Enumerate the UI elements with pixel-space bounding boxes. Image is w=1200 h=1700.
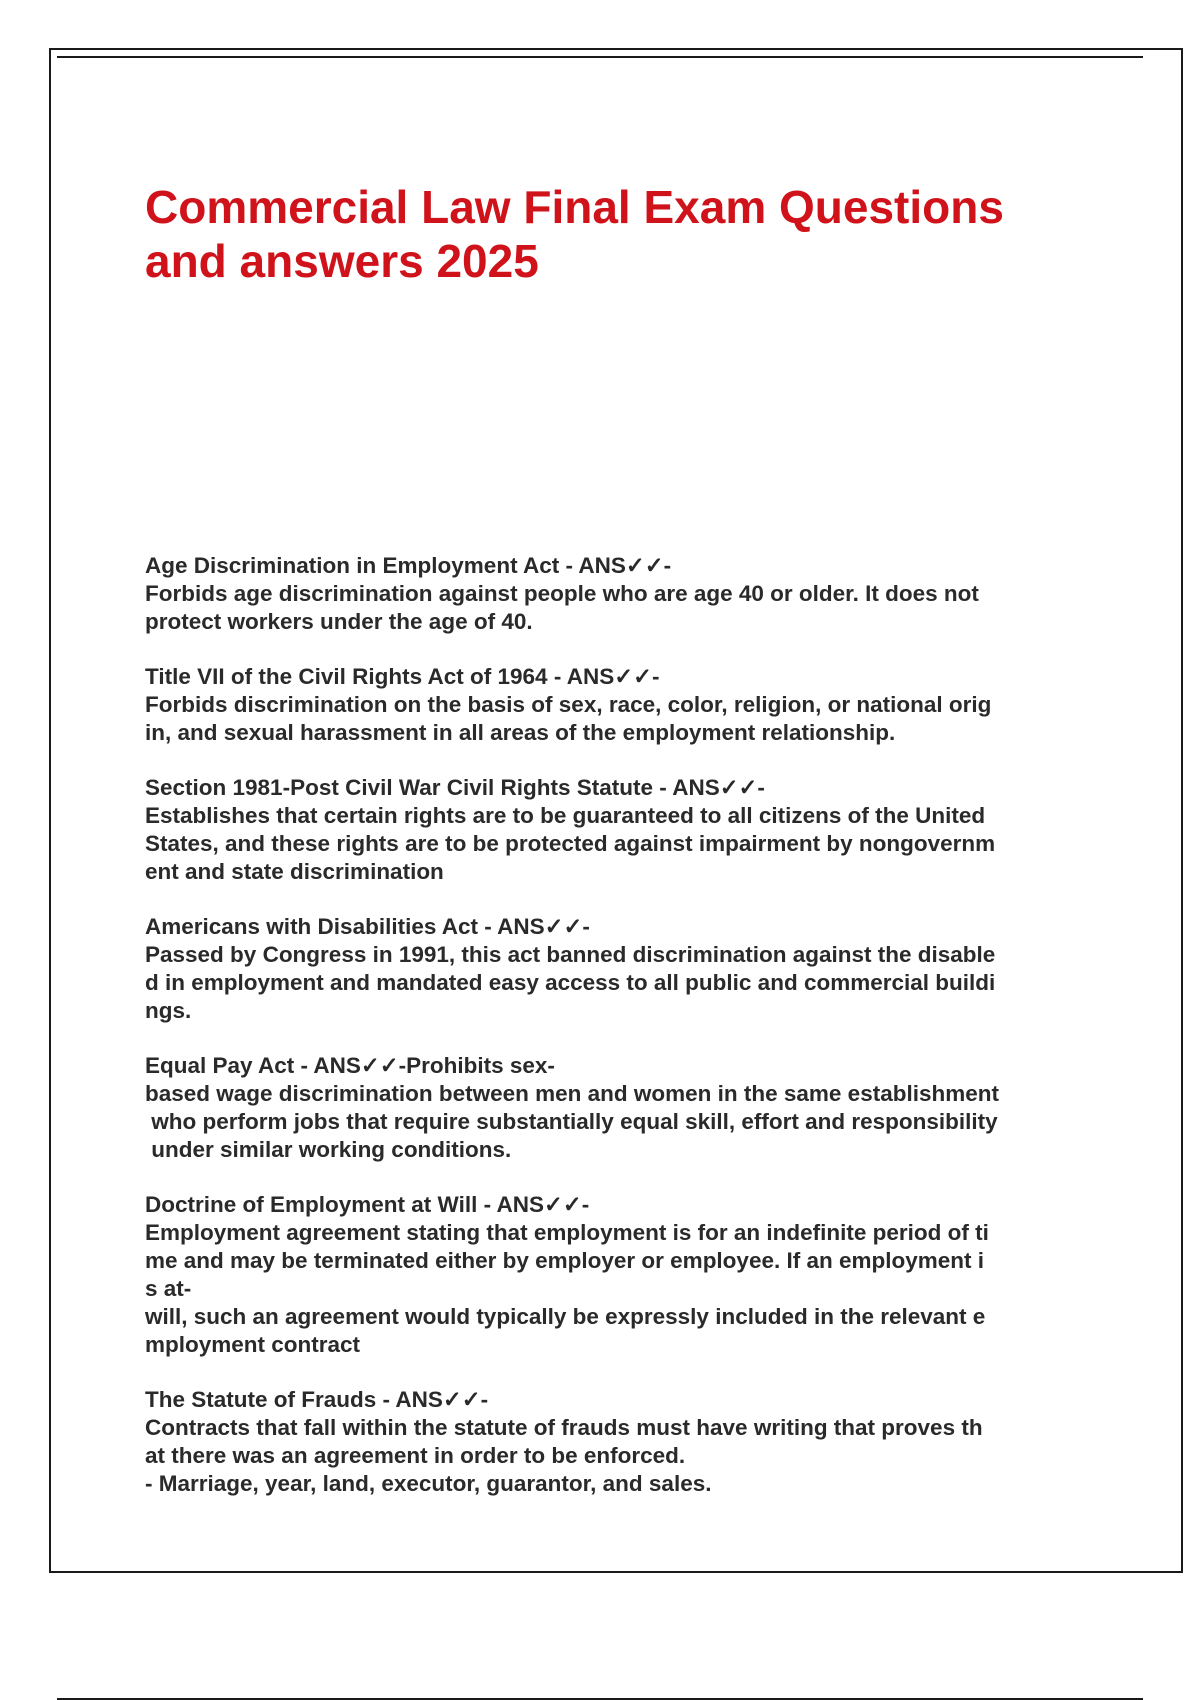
qa-answer-line: d in employment and mandated easy access to all public and commercial buildi	[145, 970, 996, 995]
qa-term: Title VII of the Civil Rights Act of 1964 - ANS✓✓-	[145, 664, 660, 689]
qa-answer-line: will, such an agreement would typically be expressly included in the relevant e	[145, 1304, 986, 1329]
qa-list	[145, 552, 1087, 1525]
qa-answer-line: ngs.	[145, 998, 192, 1023]
qa-answer-line: protect workers under the age of 40.	[145, 609, 533, 634]
qa-answer-line: who perform jobs that require substantially equal skill, effort and responsibility	[145, 1109, 998, 1134]
qa-answer-line: at there was an agreement in order to be enforced.	[145, 1443, 686, 1468]
qa-answer-line: me and may be terminated either by employer or employee. If an employment i	[145, 1248, 985, 1273]
qa-item	[145, 1052, 1087, 1164]
qa-answer-line: Employment agreement stating that employment is for an indefinite period of ti	[145, 1220, 989, 1245]
qa-answer-line: based wage discrimination between men and women in the same establishment	[145, 1081, 999, 1106]
qa-item	[145, 1386, 1087, 1498]
qa-term: Americans with Disabilities Act - ANS✓✓-	[145, 914, 590, 939]
title-line-1: Commercial Law Final Exam Questions	[145, 181, 1004, 233]
qa-answer-line: s at-	[145, 1276, 192, 1301]
qa-term: Section 1981-Post Civil War Civil Rights Statute - ANS✓✓-	[145, 775, 765, 800]
qa-answer-line: Forbids discrimination on the basis of sex, race, color, religion, or national orig	[145, 692, 992, 717]
qa-answer-line: ent and state discrimination	[145, 859, 444, 884]
qa-answer-line: Forbids age discrimination against people who are age 40 or older. It does not	[145, 581, 979, 606]
qa-answer-line: Establishes that certain rights are to be guaranteed to all citizens of the United	[145, 803, 986, 828]
qa-answer-line: - Marriage, year, land, executor, guarantor, and sales.	[145, 1471, 712, 1496]
qa-answer-line: States, and these rights are to be protected against impairment by nongovernm	[145, 831, 996, 856]
qa-answer-line: Passed by Congress in 1991, this act banned discrimination against the disable	[145, 942, 996, 967]
qa-item	[145, 663, 1087, 747]
qa-item	[145, 1191, 1087, 1359]
qa-item	[145, 913, 1087, 1025]
qa-answer-line: under similar working conditions.	[145, 1137, 512, 1162]
qa-item	[145, 774, 1087, 886]
document-title	[145, 180, 1085, 288]
qa-item	[145, 552, 1087, 636]
qa-answer-line: Contracts that fall within the statute of frauds must have writing that proves th	[145, 1415, 983, 1440]
title-line-2: and answers 2025	[145, 235, 539, 287]
qa-term: The Statute of Frauds - ANS✓✓-	[145, 1387, 489, 1412]
qa-answer-line: in, and sexual harassment in all areas of the employment relationship.	[145, 720, 896, 745]
qa-term: Age Discrimination in Employment Act - ANS✓✓-	[145, 553, 672, 578]
qa-answer-line: mployment contract	[145, 1332, 361, 1357]
qa-term: Equal Pay Act - ANS✓✓-Prohibits sex-	[145, 1053, 555, 1078]
qa-term: Doctrine of Employment at Will - ANS✓✓-	[145, 1192, 590, 1217]
top-rule	[57, 56, 1143, 58]
